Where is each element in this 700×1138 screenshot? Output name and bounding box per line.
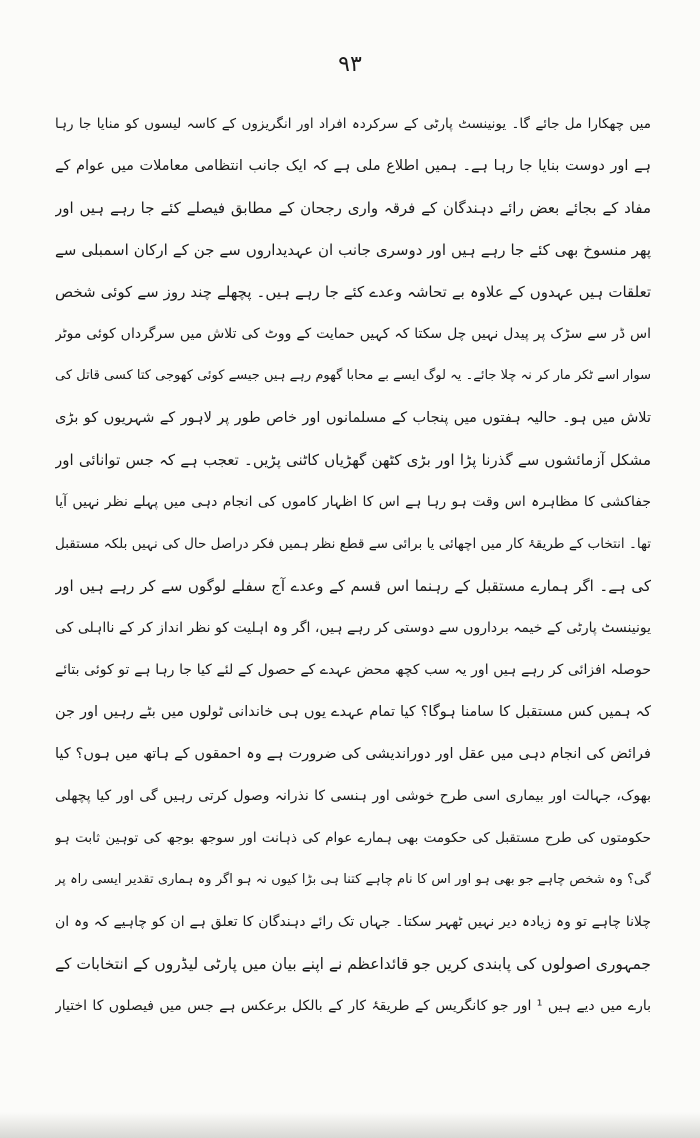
page-number: ۹۳ — [338, 52, 362, 77]
text-line: کہ ہمیں کس مستقبل کا سامنا ہوگا؟ کیا تمام عہدے یوں ہی خاندانی ٹولوں میں بٹے رہیں اور جن — [55, 704, 651, 720]
text-line: میں چھکارا مل جائے گا۔ یونینسٹ پارٹی کے سرکردہ افراد اور انگریزوں کے کاسہ لیسوں کو منایا جا رہا — [55, 116, 651, 132]
text-line: بارے میں دیے ہیں ¹ اور جو کانگریس کے طریقۂ کار کے بالکل برعکس ہے جس میں فیصلوں کا اختیار — [55, 998, 651, 1014]
text-line: یونینسٹ پارٹی کے خیمہ برداروں سے دوستی کر رہے ہیں، اگر وہ اہلیت کو نظر انداز کر کے نااہلی کی — [55, 620, 651, 636]
text-line: مفاد کے بجائے بعض رائے دہندگان کے فرقہ واری رجحان کے مطابق فیصلے کئے جا رہے ہیں اور — [55, 199, 651, 217]
text-line: جمہوری اصولوں کی پابندی کریں جو قائداعظم نے اپنے بیان میں پارٹی لیڈروں کے انتخابات کے — [55, 955, 651, 973]
text-line: بھوک، جہالت اور بیماری اسی طرح خوشی اور ہنسی کا نذرانہ وصول کرتی رہیں گی اور کیا پچھلی — [55, 788, 651, 804]
text-line: تلاش میں ہو۔ حالیہ ہفتوں میں پنجاب کے مسلمانوں اور خاص طور پر لاہور کے شہریوں کو بڑی — [55, 410, 651, 426]
text-line: ہے اور دوست بنایا جا رہا ہے۔ ہمیں اطلاع ملی ہے کہ ایک جانب انتظامی معاملات میں عوام کے — [55, 158, 651, 174]
text-line: تھا۔ انتخاب کے طریقۂ کار میں اچھائی یا برائی سے قطع نظر ہمیں فکر دراصل حال کی نہیں بلکہ مستقبل — [55, 536, 651, 552]
text-line: چلانا چاہے تو وہ زیادہ دیر نہیں ٹھہر سکتا۔ جہاں تک رائے دہندگان کا تعلق ہے ان کو چاہیے کہ وہ ان — [55, 914, 651, 930]
page-bottom-edge — [0, 1112, 700, 1138]
text-line: تعلقات ہیں عہدوں کے علاوہ بے تحاشہ وعدے کئے جا رہے ہیں۔ پچھلے چند روز سے کوئی شخص — [55, 283, 651, 301]
text-line: حوصلہ افزائی کر رہے ہیں اور یہ سب کچھ محض عہدے کے حصول کے لئے کیا جا رہا ہے تو کوئی بتائے — [55, 662, 651, 678]
text-line: اس ڈر سے سڑک پر پیدل نہیں چل سکتا کہ کہیں حمایت کے ووٹ کی تلاش میں سرگرداں کوئی موٹر — [55, 326, 651, 342]
text-line: فرائض کی انجام دہی میں عقل اور دوراندیشی کی ضرورت ہے وہ احمقوں کے ہاتھ میں ہوں؟ کیا — [55, 746, 651, 762]
text-line: کی ہے۔ اگر ہمارے مستقبل کے رہنما اس قسم کے وعدے آج سفلے لوگوں سے کر رہے ہیں اور — [55, 577, 651, 595]
text-line: پھر منسوخ بھی کئے جا رہے ہیں اور دوسری جانب ان عہدیداروں سے جن کے ارکان اسمبلی سے — [55, 241, 651, 259]
page-body-text — [55, 108, 651, 1032]
text-line: حکومتوں کی طرح مستقبل کی حکومت بھی ہمارے عوام کی ذہانت اور سوجھ بوجھ کی توہین ثابت ہو — [55, 830, 651, 846]
text-line: جفاکشی کا مظاہرہ اس وقت ہو رہا ہے اس کا اظہار کاموں کی انجام دہی میں پہلے نظر نہیں آیا — [55, 494, 651, 510]
text-line: مشکل آزمائشوں سے گذرنا پڑا اور بڑی کٹھن گھڑیاں کاٹنی پڑیں۔ تعجب ہے کہ جس توانائی اور — [55, 451, 651, 469]
text-line: گی؟ وہ شخص چاہے جو بھی ہو اور اس کا نام چاہے کتنا ہی بڑا کیوں نہ ہو اگر وہ ہماری تقدیر ایسی راہ پر — [55, 872, 651, 887]
text-line: سوار اسے ٹکر مار کر نہ چلا جائے۔ یہ لوگ ایسے بے محابا گھوم رہے ہیں جیسے کوئی کھوجی کتا کسی قاتل کی — [55, 368, 651, 383]
